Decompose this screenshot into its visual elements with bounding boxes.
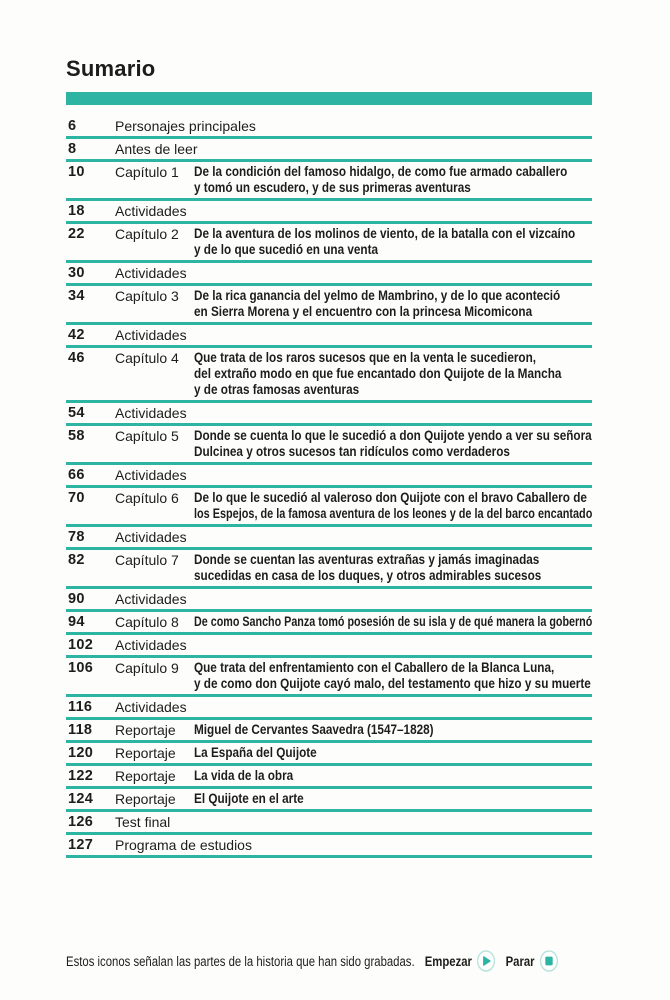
toc-label: Actividades bbox=[115, 699, 187, 715]
toc-description bbox=[194, 490, 592, 522]
toc-description-line: La España del Quijote bbox=[194, 745, 317, 760]
toc-label: Reportaje bbox=[115, 722, 176, 738]
toc-description-line: Donde se cuentan las aventuras extrañas y jamás imaginadas bbox=[194, 552, 540, 567]
toc-row bbox=[66, 224, 592, 263]
toc-page-number: 54 bbox=[68, 405, 85, 421]
toc-row bbox=[66, 488, 592, 527]
toc-description bbox=[194, 288, 592, 320]
toc-row bbox=[66, 139, 592, 162]
toc-description bbox=[194, 428, 592, 460]
toc-label: Capítulo 2 bbox=[115, 226, 179, 242]
toc-label: Reportaje bbox=[115, 745, 176, 761]
toc-page-number: 116 bbox=[68, 699, 93, 715]
title-divider-bar bbox=[66, 92, 592, 105]
toc-page-number: 78 bbox=[68, 529, 85, 545]
toc-description bbox=[194, 164, 592, 196]
toc-row bbox=[66, 697, 592, 720]
toc-label: Actividades bbox=[115, 265, 187, 281]
play-icon bbox=[477, 950, 495, 972]
footer-note: Estos iconos señalan las partes de la historia que han sido grabadas. bbox=[66, 953, 415, 969]
stop-icon bbox=[540, 950, 558, 972]
toc-page-number: 126 bbox=[68, 814, 94, 830]
toc-description bbox=[194, 552, 592, 584]
toc-page-number: 122 bbox=[68, 768, 94, 784]
toc-row bbox=[66, 426, 592, 465]
toc-page-number: 8 bbox=[68, 141, 77, 157]
toc-row bbox=[66, 527, 592, 550]
toc-label: Actividades bbox=[115, 203, 187, 219]
toc-description-line: La vida de la obra bbox=[194, 768, 294, 783]
toc-page-number: 42 bbox=[68, 327, 85, 343]
toc-label: Capítulo 4 bbox=[115, 350, 179, 366]
toc-description-line: del extraño modo en que fue encantado don Quijote de la Mancha bbox=[194, 366, 562, 381]
toc-description-line: De la condición del famoso hidalgo, de como fue armado caballero bbox=[194, 164, 568, 179]
toc-description bbox=[194, 350, 592, 398]
toc-label: Capítulo 9 bbox=[115, 660, 179, 676]
toc-description-line: De como Sancho Panza tomó posesión de su isla y de qué manera la gobernó bbox=[194, 614, 593, 629]
toc-label: Capítulo 1 bbox=[115, 164, 179, 180]
toc-description bbox=[194, 226, 592, 258]
toc-description bbox=[194, 768, 592, 784]
toc-description-line: los Espejos, de la famosa aventura de los leones y de la del barco encantado bbox=[194, 506, 593, 521]
toc-page-number: 6 bbox=[68, 118, 77, 134]
toc-row bbox=[66, 116, 592, 139]
toc-description-line: sucedidas en casa de los duques, y otros admirables sucesos bbox=[194, 568, 542, 583]
toc-label: Actividades bbox=[115, 327, 187, 343]
toc-row bbox=[66, 743, 592, 766]
toc-page-number: 90 bbox=[68, 591, 85, 607]
toc-description-line: y de como don Quijote cayó malo, del testamento que hizo y su muerte bbox=[194, 676, 591, 691]
toc-row bbox=[66, 348, 592, 403]
toc-page-number: 66 bbox=[68, 467, 85, 483]
toc-row bbox=[66, 201, 592, 224]
toc-description-line: Que trata de los raros sucesos que en la venta le sucedieron, bbox=[194, 350, 537, 365]
toc-label: Actividades bbox=[115, 591, 187, 607]
start-label: Empezar bbox=[424, 953, 472, 969]
toc-page-number: 22 bbox=[68, 226, 85, 242]
toc-description-line: El Quijote en el arte bbox=[194, 791, 304, 806]
toc-row bbox=[66, 263, 592, 286]
toc-label: Reportaje bbox=[115, 791, 176, 807]
toc-row bbox=[66, 550, 592, 589]
toc-page-number: 124 bbox=[68, 791, 94, 807]
toc-label: Personajes principales bbox=[115, 118, 256, 134]
toc-row bbox=[66, 812, 592, 835]
toc-description-line: y tomó un escudero, y de sus primeras aventuras bbox=[194, 180, 471, 195]
toc-page-number: 10 bbox=[68, 164, 85, 180]
toc-page-number: 82 bbox=[68, 552, 85, 568]
toc-page-number: 102 bbox=[68, 637, 94, 653]
toc-label: Capítulo 5 bbox=[115, 428, 179, 444]
toc-page-number: 94 bbox=[68, 614, 85, 630]
toc-label: Capítulo 7 bbox=[115, 552, 179, 568]
toc-description-line: De la rica ganancia del yelmo de Mambrino, y de lo que aconteció bbox=[194, 288, 561, 303]
toc-row bbox=[66, 635, 592, 658]
toc-row bbox=[66, 403, 592, 426]
toc-label: Capítulo 3 bbox=[115, 288, 179, 304]
toc-description-line: en Sierra Morena y el encuentro con la princesa Micomicona bbox=[194, 304, 533, 319]
toc-label: Antes de leer bbox=[115, 141, 198, 157]
toc-page-number: 34 bbox=[68, 288, 85, 304]
toc-description bbox=[194, 614, 592, 630]
footer-legend bbox=[66, 950, 558, 972]
toc-row bbox=[66, 612, 592, 635]
toc-description-line: y de otras famosas aventuras bbox=[194, 382, 360, 397]
toc-label: Actividades bbox=[115, 405, 187, 421]
toc-row bbox=[66, 658, 592, 697]
stop-label: Parar bbox=[505, 953, 535, 969]
toc-label: Actividades bbox=[115, 467, 187, 483]
toc-row bbox=[66, 589, 592, 612]
toc-description-line: Que trata del enfrentamiento con el Caballero de la Blanca Luna, bbox=[194, 660, 555, 675]
toc-label: Capítulo 8 bbox=[115, 614, 179, 630]
toc-row bbox=[66, 325, 592, 348]
toc-page-number: 118 bbox=[68, 722, 93, 738]
page-content bbox=[66, 58, 592, 858]
toc-description bbox=[194, 660, 592, 692]
toc-description-line: Donde se cuenta lo que le sucedió a don Quijote yendo a ver su señora bbox=[194, 428, 592, 443]
toc-label: Programa de estudios bbox=[115, 837, 252, 853]
toc-row bbox=[66, 789, 592, 812]
toc-row bbox=[66, 465, 592, 488]
toc-row bbox=[66, 766, 592, 789]
toc-page-number: 30 bbox=[68, 265, 85, 281]
toc-row bbox=[66, 835, 592, 858]
toc-description-line: De lo que le sucedió al valeroso don Quijote con el bravo Caballero de bbox=[194, 490, 587, 505]
toc-description bbox=[194, 745, 592, 761]
toc-description-line: De la aventura de los molinos de viento, de la batalla con el vizcaíno bbox=[194, 226, 576, 241]
page-title: Sumario bbox=[66, 56, 156, 81]
toc-label: Reportaje bbox=[115, 768, 176, 784]
toc-row bbox=[66, 720, 592, 743]
toc-label: Actividades bbox=[115, 637, 187, 653]
toc-page-number: 106 bbox=[68, 660, 94, 676]
toc-page-number: 18 bbox=[68, 203, 85, 219]
toc-description-line: y de lo que sucedió en una venta bbox=[194, 242, 379, 257]
toc-description-line: Dulcinea y otros sucesos tan ridículos como verdaderos bbox=[194, 444, 510, 459]
toc-page-number: 46 bbox=[68, 350, 85, 366]
toc-row bbox=[66, 162, 592, 201]
toc-description bbox=[194, 791, 592, 807]
toc-label: Test final bbox=[115, 814, 171, 830]
toc-description-line: Miguel de Cervantes Saavedra (1547–1828) bbox=[194, 722, 434, 737]
toc-page-number: 70 bbox=[68, 490, 85, 506]
toc-label: Actividades bbox=[115, 529, 187, 545]
toc-page-number: 58 bbox=[68, 428, 85, 444]
toc-page-number: 120 bbox=[68, 745, 94, 761]
toc-description bbox=[194, 722, 592, 738]
toc-list bbox=[66, 116, 592, 858]
toc-row bbox=[66, 286, 592, 325]
toc-page-number: 127 bbox=[68, 837, 94, 853]
toc-label: Capítulo 6 bbox=[115, 490, 179, 506]
